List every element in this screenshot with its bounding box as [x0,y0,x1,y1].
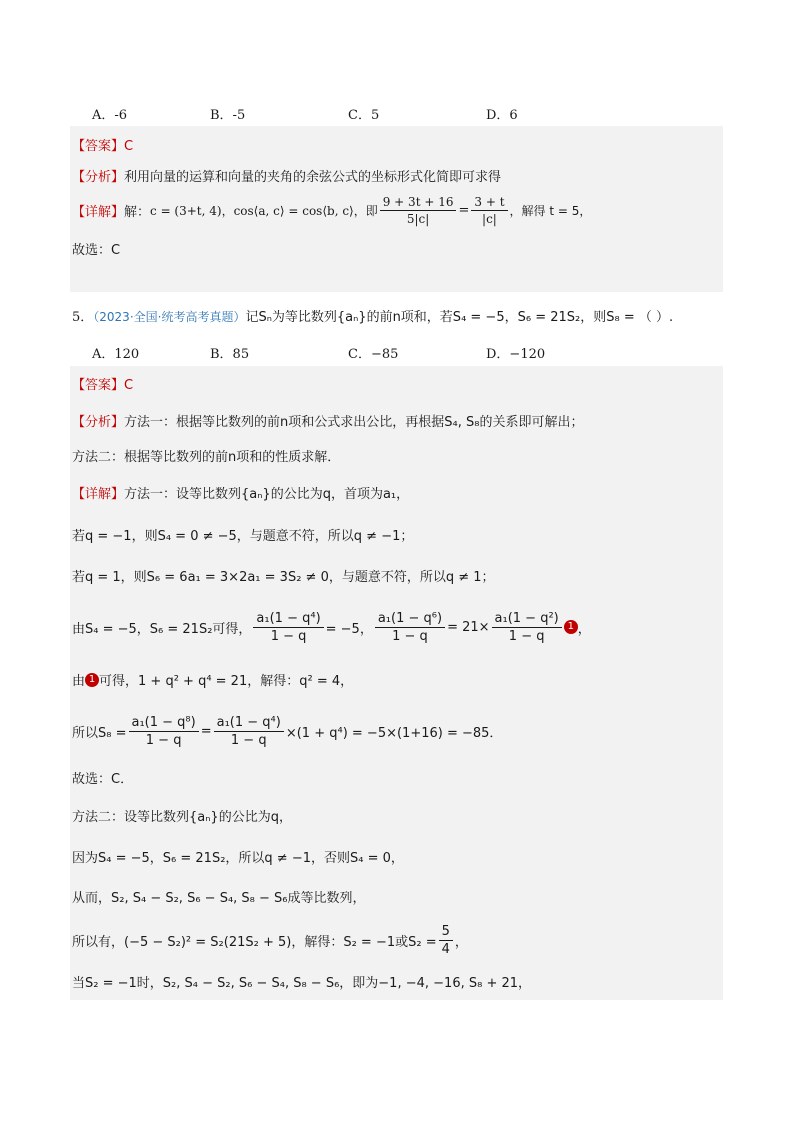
answer-value: C [124,139,134,154]
q4-analysis-line [72,166,501,185]
q4-answer-line [72,135,133,154]
detail-suffix: ，解得 t = 5， [509,203,592,218]
question-number: 5． [72,310,94,325]
analysis-text: 利用向量的运算和向量的夹角的余弦公式的坐标形式化简即可求得 [124,170,502,185]
detail-prefix: 解： [124,204,151,220]
q5-detail-line-10: 从而，S₂, S₄ − S₂, S₆ − S₄, S₈ − S₆成等比数列， [72,891,366,906]
q4-option-a: A．-6 [92,108,128,123]
question-text: 记Sₙ为等比数列{aₙ}的前n项和，若S₄ = −5，S₆ = 21S₂，则S₈ = （ ）. [245,310,674,325]
q5-option-c: C．−85 [348,347,399,362]
q4-detail-line: 【详解】 解： c = (3+t, 4)，cos⟨a, c⟩ = cos⟨b, c⟩，即 $\frac{9 + 3t + 16}{5|c|}$ = $\frac{3 + t}{|c|}$ ，解得 t = 5， [72,194,592,226]
detail-tag: 【详解】 [72,487,125,502]
fraction: $\frac{\text{a₁(1 − q⁴)}}{1 - q}$ [253,611,323,644]
q4-choice-line: 故选：C [72,243,121,258]
fraction: $\frac{\text{a₁(1 − q⁴)}}{1 - q}$ [214,715,284,748]
q4-option-c: C．5 [348,108,380,123]
circled-number-1: 1 [85,673,99,687]
answer-value: C [124,378,134,393]
q5-detail-line-5: 由 1 可得，1 + q² + q⁴ = 21，解得：q² = 4， [72,673,354,689]
answer-tag: 【答案】 [72,378,125,393]
answer-tag: 【答案】 [72,139,125,154]
fraction: $\frac{\text{a₁(1 − q²)}}{1 - q}$ [492,611,562,644]
fraction: $\frac{\text{a₁(1 − q⁶)}}{1 - q}$ [375,611,445,644]
q5-analysis-line-2: 方法二：根据等比数列的前n项和的性质求解． [72,450,341,465]
q4-option-b: B．-5 [210,108,246,123]
q5-detail-line-3: 若q = 1，则S₆ = 6a₁ = 3×2a₁ = 3S₂ ≠ 0，与题意不符，所以q ≠ 1； [72,570,495,585]
q5-detail-line-4: 由S₄ = −5，S₆ = 21S₂可得， $\frac{\text{a₁(1 − q⁴)}}{1 - q}$ = −5， $\frac{\text{a₁(1 − q⁶)}}{1 - q}$ = 21× $\frac{\text{a₁(1 − q²)}}{1 - q}$ 1 ， [72,610,591,644]
q4-option-d: D．6 [486,108,518,123]
fraction: $\frac{5}{4}$ [439,924,453,957]
q5-detail-line-7: 故选：C． [72,772,134,787]
fraction: $\frac{9 + 3t + 16}{5|c|}$ [380,195,457,226]
q5-stem [72,306,673,325]
q5-detail-line-12: 当S₂ = −1时，S₂, S₄ − S₂, S₆ − S₄, S₈ − S₆，即为−1, −4, −16, S₈ + 21， [72,976,532,991]
q5-detail-line-11: 所以有，(−5 − S₂)² = S₂(21S₂ + 5)，解得：S₂ = −1或S₂ = $\frac{5}{4}$ ， [72,923,468,957]
fraction: $\frac{3 + t}{|c|}$ [471,195,507,226]
detail-tag: 【详解】 [72,204,125,220]
fraction: $\frac{\text{a₁(1 − q⁸)}}{1 - q}$ [129,715,199,748]
circled-number-1: 1 [564,620,578,634]
q5-option-a: A．120 [92,347,140,362]
q5-option-b: B．85 [210,347,250,362]
q5-detail-line-8: 方法二：设等比数列{aₙ}的公比为q， [72,810,292,825]
question-source: （2023·全国·统考高考真题） [93,310,246,324]
q5-detail-line-2: 若q = −1，则S₄ = 0 ≠ −5，与题意不符，所以q ≠ −1； [72,529,414,544]
analysis-text: 方法一：根据等比数列的前n项和公式求出公比，再根据S₄, S₈的关系即可解出； [124,415,584,430]
q5-detail-line-6: 所以S₈ = $\frac{\text{a₁(1 − q⁸)}}{1 - q}$ = $\frac{\text{a₁(1 − q⁴)}}{1 - q}$ ×(1 + q⁴) = −5×(1+16) = −85． [72,714,503,748]
q5-answer-line [72,374,133,393]
analysis-tag: 【分析】 [72,415,125,430]
analysis-tag: 【分析】 [72,170,125,185]
q5-detail-line-1: 【详解】方法一：设等比数列{aₙ}的公比为q，首项为a₁， [72,487,410,502]
q5-analysis-line-1 [72,411,583,430]
detail-vector: c = (3+t, 4)，cos⟨a, c⟩ = cos⟨b, c⟩，即 [150,203,378,218]
q5-option-d: D．−120 [486,347,546,362]
q5-detail-line-9: 因为S₄ = −5，S₆ = 21S₂，所以q ≠ −1，否则S₄ = 0， [72,851,404,866]
